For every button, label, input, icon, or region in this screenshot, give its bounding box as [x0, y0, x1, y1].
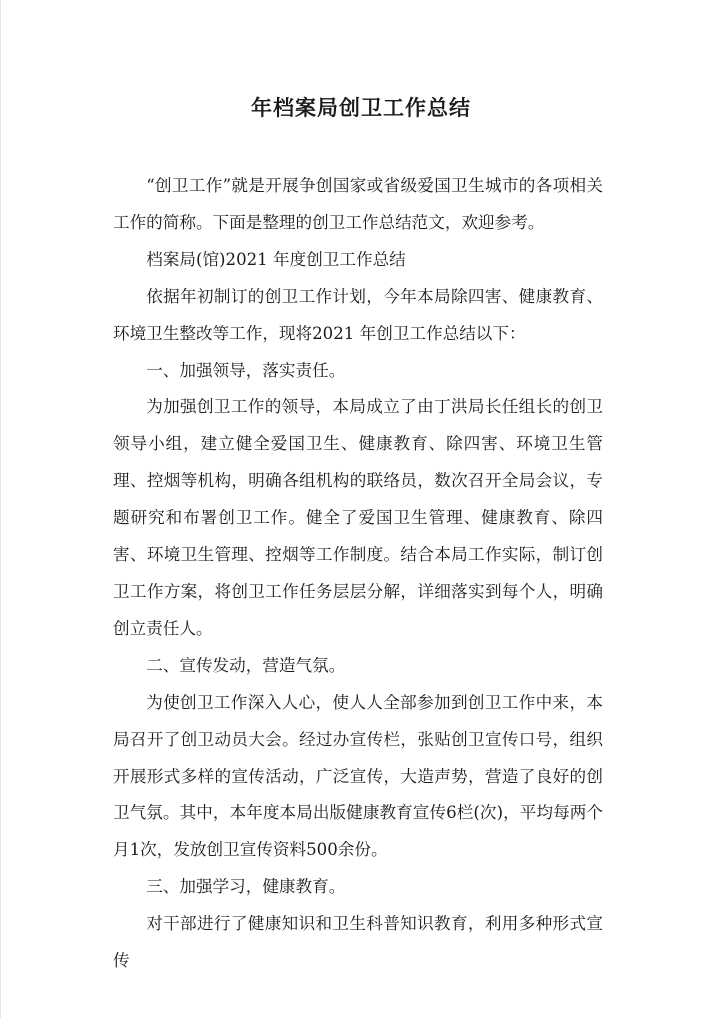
paragraph-section-1: 为加强创卫工作的领导，本局成立了由丁洪局长任组长的创卫领导小组，建立健全爱国卫生、健康教育、除四害、环境卫生管理、控烟等机构，明确各组机构的联络员，数次召开全局会议，专题研究和布署创卫工作。健全了爱国卫生管理、健康教育、除四害、环境卫生管理、控烟等工作制度。结合本局工作实际，制订创卫工作方案，将创卫工作任务层层分解，详细落实到每个人，明确创立责任人。 — [113, 397, 603, 638]
paragraph-subtitle: 档案局(馆)2021 年度创卫工作总结 — [146, 249, 406, 269]
section-heading-3: 三、加强学习，健康教育。 — [146, 877, 346, 897]
document-title: 年档案局创卫工作总结 — [251, 95, 471, 120]
paragraph-section-3: 对干部进行了健康知识和卫生科普知识教育，利用多种形式宣传 — [113, 914, 603, 971]
section-heading-2: 二、宣传发动，营造气氛。 — [146, 655, 346, 675]
paragraph-overview: 依据年初制订的创卫工作计划，今年本局除四害、健康教育、环境卫生整改等工作，现将2021 年创卫工作总结以下： — [113, 286, 603, 343]
paragraph-intro: “创卫工作”就是开展争创国家或省级爱国卫生城市的各项相关工作的简称。下面是整理的创卫工作总结范文，欢迎参考。 — [113, 176, 603, 232]
section-heading-1: 一、加强领导，落实责任。 — [146, 360, 346, 380]
document-body — [113, 168, 603, 980]
paragraph-section-2: 为使创卫工作深入人心，使人人全部参加到创卫工作中来，本局召开了创卫动员大会。经过办宣传栏，张贴创卫宣传口号，组织开展形式多样的宣传活动，广泛宣传，大造声势，营造了良好的创卫气氛。其中，本年度本局出版健康教育宣传6栏(次)，平均每两个月1次，发放创卫宣传资料500余份。 — [113, 692, 603, 860]
